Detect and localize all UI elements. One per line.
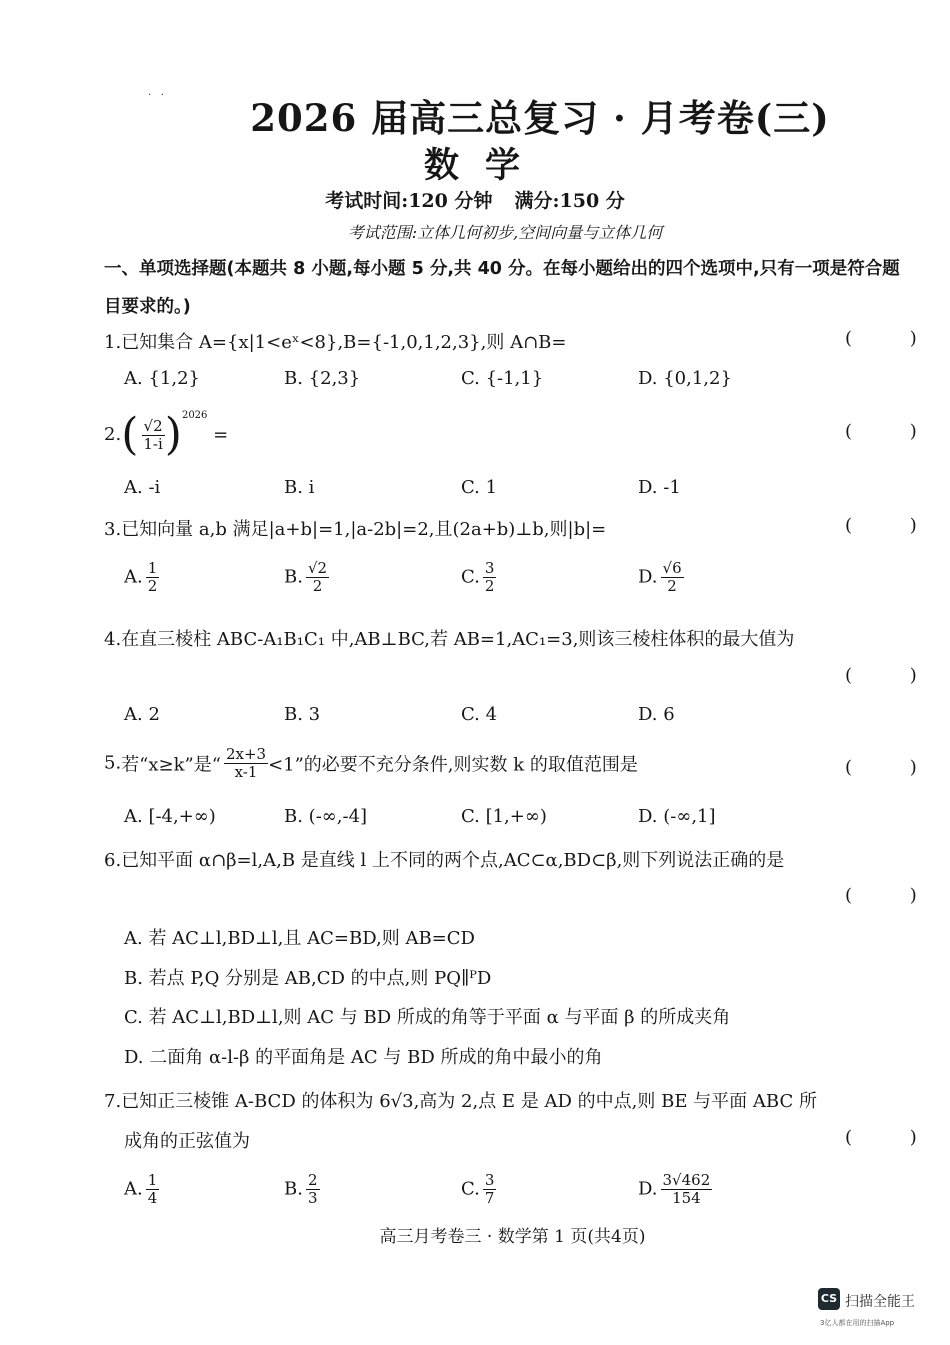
question-number: 7. (104, 1091, 122, 1112)
question-number: 2. (104, 424, 122, 445)
fraction-numerator: 3 (484, 559, 495, 577)
exponent: 2026 (181, 410, 208, 421)
question-2 (104, 409, 229, 460)
option-c: C. 若 AC⊥l,BD⊥l,则 AC 与 BD 所成的角等于平面 α 与平面 β 的所成夹角 (124, 1007, 731, 1028)
option-a: A. $\frac{1}{2}$ (124, 559, 158, 595)
fraction-denominator: 1-i (143, 434, 163, 453)
option-c: C. $\frac{3}{2}$ (461, 559, 495, 595)
fraction-denominator: 2 (484, 577, 495, 595)
fraction-numerator: √2 (307, 559, 328, 577)
option-c: C. $\frac{3}{7}$ (461, 1171, 495, 1207)
question-5 (104, 746, 638, 781)
question-7-continued: 成角的正弦值为 (124, 1131, 250, 1152)
question-text: 在直三棱柱 ABC-A₁B₁C₁ 中,AB⊥BC,若 AB=1,AC₁=3,则该三棱柱体积的最大值为 (121, 629, 795, 650)
fraction-numerator: √2 (143, 416, 163, 435)
question-text: 已知向量 a,b 满足|a+b|=1,|a-2b|=2,且(2a+b)⊥b,则|b|= (121, 519, 607, 540)
fraction-denominator: 3 (307, 1189, 318, 1207)
question-text: <1”的必要不充分条件,则实数 k 的取值范围是 (268, 754, 638, 776)
option-c: C. 1 (461, 477, 498, 498)
answer-blank: ( ) (845, 757, 943, 778)
option-a: A. 若 AC⊥l,BD⊥l,且 AC=BD,则 AB=CD (124, 928, 475, 949)
option-d: D. -1 (638, 477, 681, 498)
question-number: 3. (104, 519, 122, 540)
left-paren: ( (121, 409, 139, 460)
question-6 (104, 846, 784, 872)
fraction-numerator: 3 (484, 1171, 495, 1189)
option-b: B. $\frac{√2}{2}$ (284, 559, 328, 595)
fraction-numerator: 1 (147, 1171, 158, 1189)
option-b: B. 3 (284, 704, 321, 725)
full-score: 满分:150 分 (514, 190, 625, 212)
fraction-numerator: 2 (307, 1171, 318, 1189)
option-a: A. $\frac{1}{4}$ (124, 1171, 158, 1207)
exam-time: 考试时间:120 分钟 (325, 190, 493, 212)
option-d: D. $\frac{√6}{2}$ (638, 559, 682, 595)
fraction-denominator: 2 (312, 577, 323, 595)
answer-blank: ( ) (845, 665, 943, 686)
question-text: 已知集合 A={x|1<eˣ<8},B={-1,0,1,2,3},则 A∩B= (121, 332, 567, 353)
fraction-numerator: 1 (147, 559, 158, 577)
option-a: A. -i (124, 477, 161, 498)
option-b: B. 若点 P,Q 分别是 AB,CD 的中点,则 PQ∥ᴾD (124, 968, 492, 989)
exam-info (0, 186, 950, 213)
option-c: C. {-1,1} (461, 368, 544, 389)
answer-blank: ( ) (845, 885, 943, 906)
option-d: D. (-∞,1] (638, 806, 716, 827)
question-1 (104, 328, 566, 354)
option-b: B. {2,3} (284, 368, 361, 389)
exam-title: 2026 届高三总复习 · 月考卷(三) (250, 96, 830, 140)
section-heading: 一、单项选择题(本题共 8 小题,每小题 5 分,共 40 分。在每小题给出的四个选项中,只有一项是符合题目要求的。) (104, 259, 900, 317)
camscanner-logo-icon: CS (818, 1288, 840, 1310)
option-d: D. {0,1,2} (638, 368, 732, 389)
fraction (141, 418, 164, 453)
fraction-numerator: 2x+3 (225, 745, 267, 763)
exam-scope: 考试范围:立体几何初步,空间向量与立体几何 (347, 223, 663, 242)
fraction-numerator: 3√462 (662, 1171, 711, 1189)
question-number: 5. (104, 752, 122, 774)
option-a: A. [-4,+∞) (124, 806, 216, 827)
fraction-denominator: 154 (672, 1189, 701, 1207)
fraction-denominator: 7 (484, 1189, 495, 1207)
option-d: D. 6 (638, 704, 675, 725)
question-3 (104, 515, 606, 541)
answer-blank: ( ) (845, 421, 943, 442)
option-c: C. [1,+∞) (461, 806, 547, 827)
watermark-brand: 扫描全能王 (845, 1294, 915, 1310)
question-7 (104, 1087, 817, 1113)
page-footer: 高三月考卷三 · 数学第 1 页(共4页) (379, 1227, 646, 1247)
fraction-denominator: 4 (147, 1189, 158, 1207)
question-number: 6. (104, 850, 122, 871)
question-text: 若“x≥k”是“ (121, 754, 221, 776)
fraction-numerator: √6 (662, 559, 682, 577)
option-b: B. i (284, 477, 315, 498)
fraction-denominator: 2 (667, 577, 677, 595)
question-number: 1. (104, 332, 122, 353)
question-text: 已知正三棱锥 A-BCD 的体积为 6√3,高为 2,点 E 是 AD 的中点,则 BE 与平面 ABC 所 (121, 1091, 817, 1112)
option-d: D. 二面角 α-l-β 的平面角是 AC 与 BD 所成的角中最小的角 (124, 1047, 603, 1068)
option-a: A. {1,2} (124, 368, 200, 389)
fraction-denominator: x-1 (234, 763, 258, 781)
option-c: C. 4 (461, 704, 498, 725)
watermark-tagline: 3亿人都在用的扫描App (820, 1319, 895, 1327)
question-text: = (213, 424, 229, 446)
option-a: A. 2 (124, 704, 160, 725)
right-paren: ) (164, 409, 182, 460)
question-text: 已知平面 α∩β=l,A,B 是直线 l 上不同的两个点,AC⊂α,BD⊂β,则下列说法正确的是 (121, 850, 785, 871)
fraction-denominator: 2 (147, 577, 158, 595)
option-b: B. $\frac{2}{3}$ (284, 1171, 318, 1207)
question-number: 4. (104, 629, 122, 650)
option-b: B. (-∞,-4] (284, 806, 368, 827)
answer-blank: ( ) (845, 1127, 943, 1148)
question-4 (104, 625, 794, 651)
subject-title: 数学 (423, 145, 546, 186)
fraction (224, 746, 268, 781)
scan-speck: · · (148, 90, 164, 101)
answer-blank: ( ) (845, 328, 943, 349)
answer-blank: ( ) (845, 515, 943, 536)
option-d: D. $\frac{3√462}{154}$ (638, 1171, 711, 1207)
